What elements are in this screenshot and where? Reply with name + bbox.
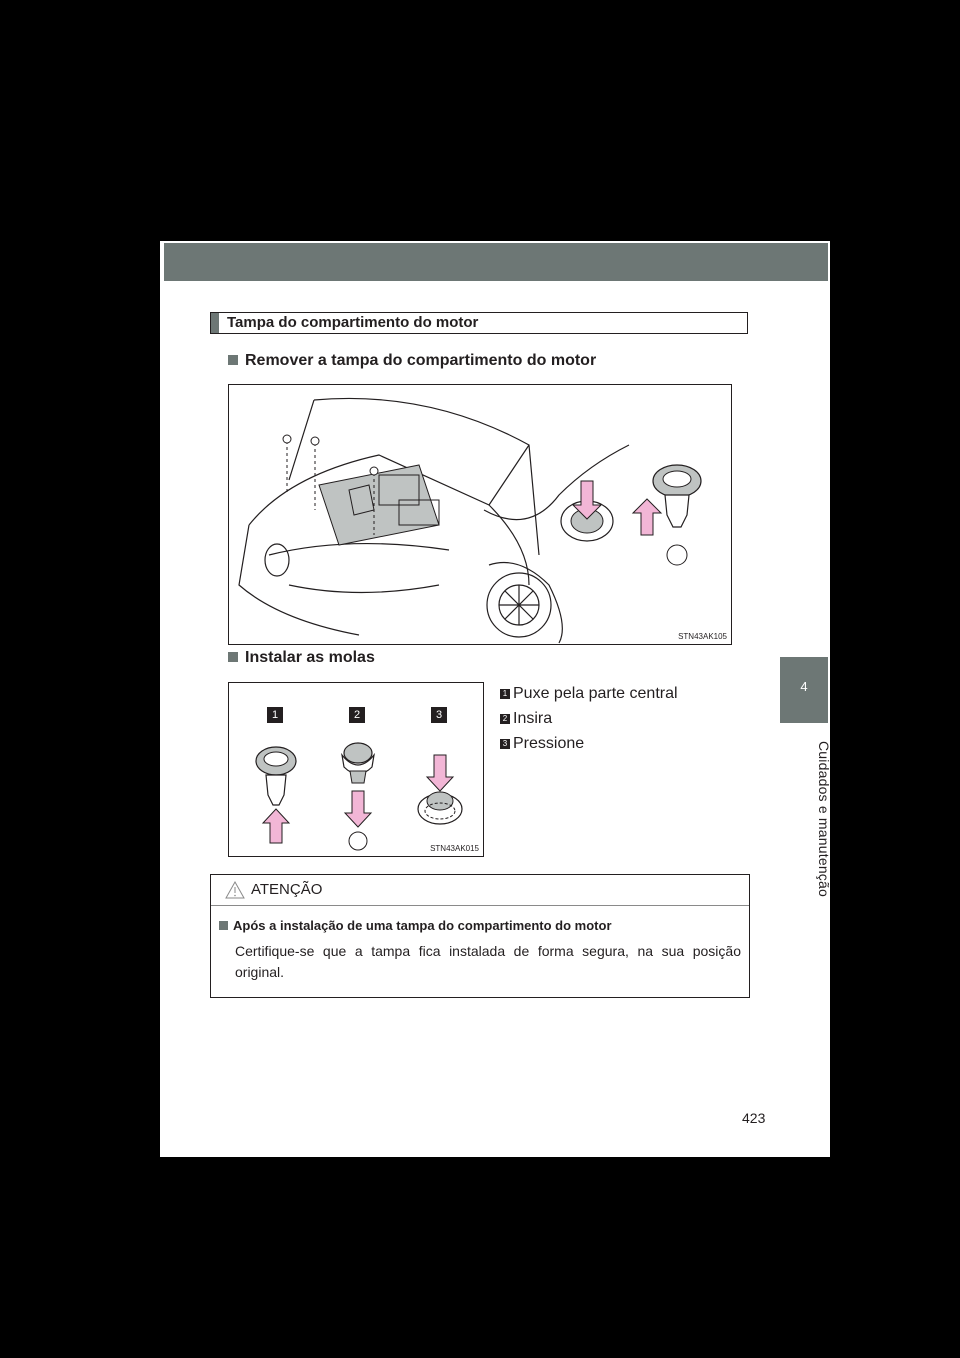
square-bullet-icon (228, 355, 238, 365)
step-text: Pressione (513, 734, 585, 752)
step-number: 2 (500, 714, 510, 724)
figure-code: STN43AK015 (430, 844, 479, 853)
square-bullet-icon (228, 652, 238, 662)
header-band (164, 243, 828, 281)
square-bullet-icon (219, 921, 228, 930)
caution-box (210, 874, 750, 998)
caution-header (211, 875, 749, 906)
step-text: Puxe pela parte central (513, 684, 678, 702)
chapter-label: Cuidados e manutenção (816, 741, 832, 897)
page-number: 423 (742, 1110, 766, 1126)
remove-heading-text: Remover a tampa do compartimento do motor (245, 352, 597, 369)
step-callout-2: 2 (349, 707, 365, 723)
step-text: Insira (513, 709, 553, 727)
engine-compartment-figure (228, 384, 732, 645)
caution-subheading (219, 918, 749, 933)
list-item (500, 706, 678, 731)
remove-heading (228, 352, 596, 370)
caution-body: Certifique-se que a tampa fica instalada de forma segura, na sua posição original. (235, 943, 741, 980)
caution-title: ATENÇÃO (251, 881, 323, 898)
clip-install-figure (228, 682, 484, 857)
chapter-number: 4 (800, 679, 808, 694)
step-callout-3: 3 (431, 707, 447, 723)
step-number: 3 (500, 739, 510, 749)
step-callout-1: 1 (267, 707, 283, 723)
step-number: 1 (500, 689, 510, 699)
manual-page (160, 241, 830, 1157)
figure-code: STN43AK105 (678, 632, 727, 641)
section-title: Tampa do compartimento do motor (210, 312, 748, 334)
list-item (500, 731, 678, 756)
install-heading (228, 649, 375, 667)
engine-compartment-illustration (229, 385, 731, 644)
list-item (500, 681, 678, 706)
step-list (500, 681, 678, 756)
install-heading-text: Instalar as molas (245, 649, 375, 666)
caution-subheading-text: Após a instalação de uma tampa do compartimento do motor (233, 918, 612, 933)
chapter-tab[interactable] (780, 657, 828, 723)
warning-triangle-icon (225, 881, 245, 899)
